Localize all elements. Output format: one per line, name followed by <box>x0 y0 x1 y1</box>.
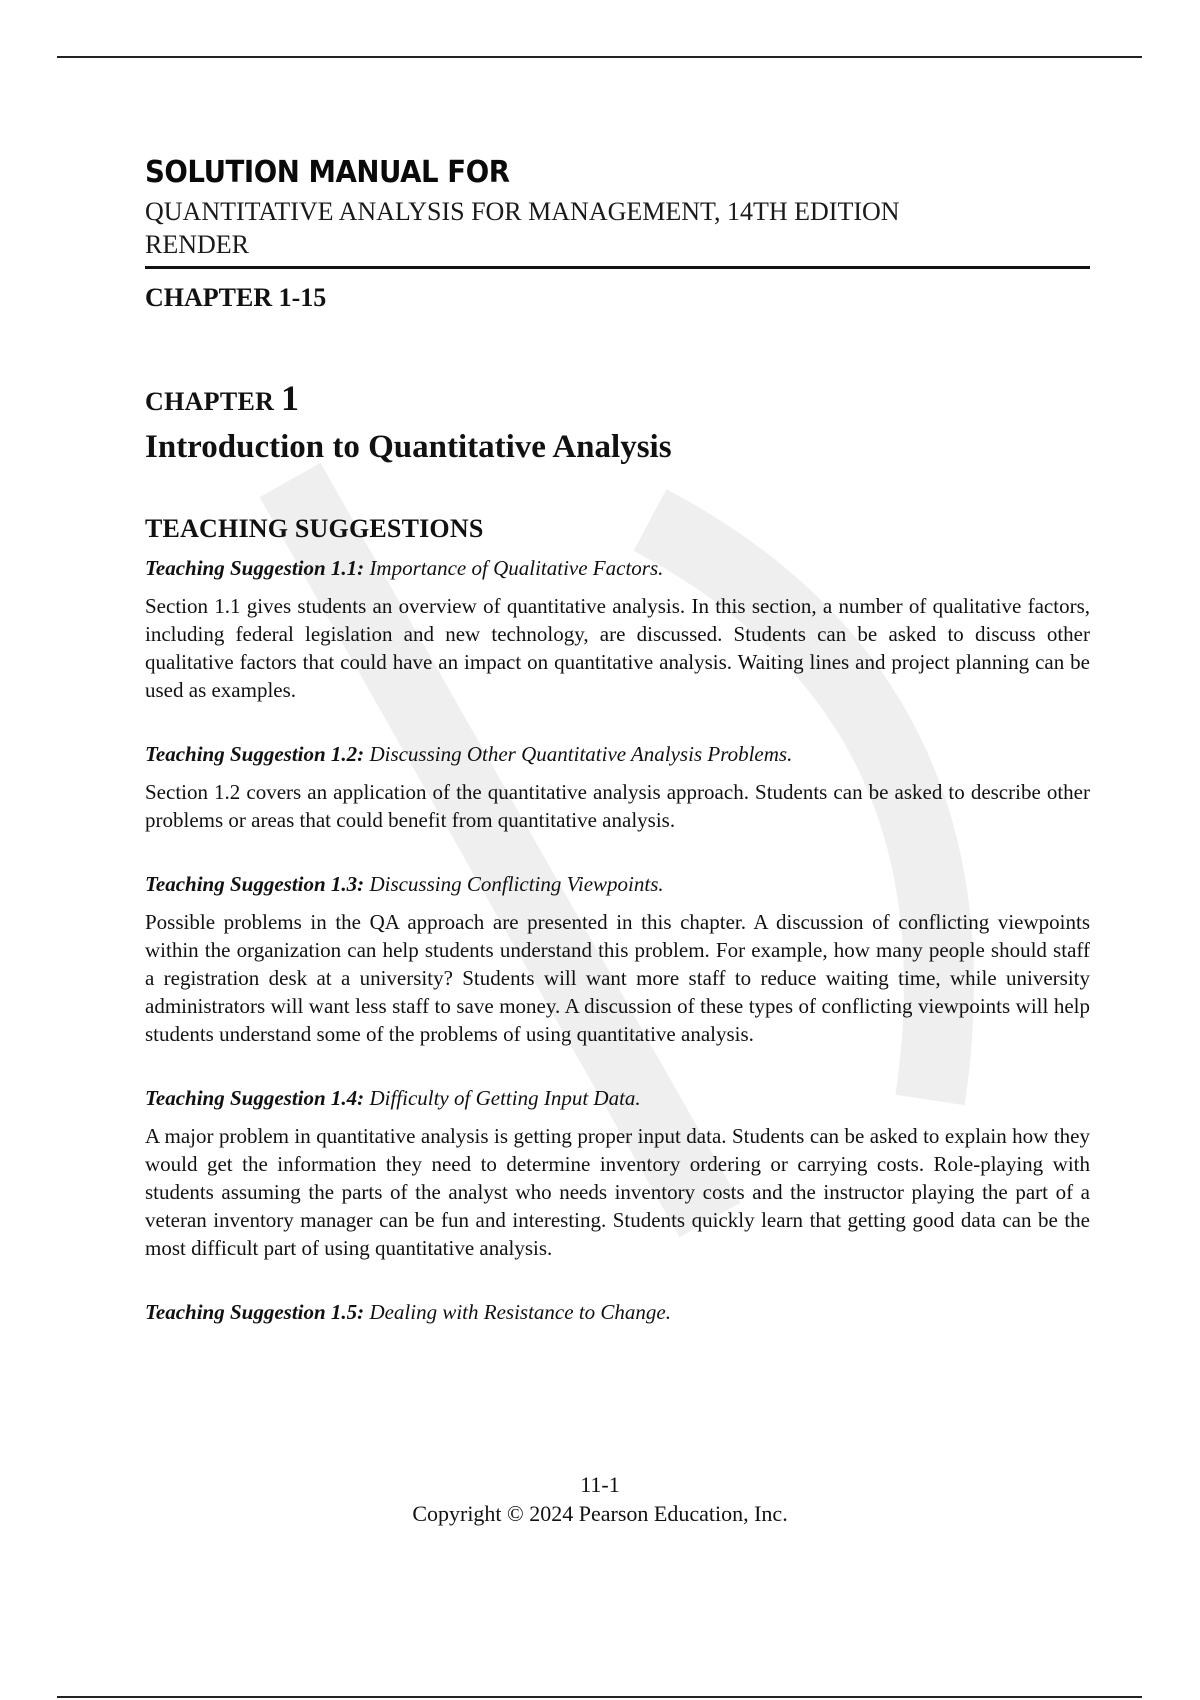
chapter-label <box>145 377 1090 419</box>
suggestion-heading <box>145 554 1090 582</box>
book-title: QUANTITATIVE ANALYSIS FOR MANAGEMENT, 14TH EDITION <box>145 197 900 226</box>
suggestion-heading <box>145 1298 1090 1326</box>
suggestion-heading <box>145 1084 1090 1112</box>
teaching-suggestion <box>145 740 1090 834</box>
copyright-notice: Copyright © 2024 Pearson Education, Inc. <box>412 1501 788 1526</box>
suggestion-title: Difficulty of Getting Input Data. <box>369 1086 641 1110</box>
teaching-suggestion <box>145 1084 1090 1262</box>
suggestion-body: A major problem in quantitative analysis is getting proper input data. Students can be asked to explain how they would get the information they need to determine inventory ordering or carrying costs. Role-playing with students assuming the parts of the analyst who needs inventory costs and the instructor playing the part of a veteran inventory manager can be fun and interesting. Students quickly learn that getting good data can be the most difficult part of using quantitative analysis. <box>145 1124 1090 1260</box>
suggestion-heading <box>145 870 1090 898</box>
suggestion-label: Teaching Suggestion 1.2: <box>145 742 365 766</box>
bottom-rule <box>57 1696 1142 1698</box>
teaching-suggestion <box>145 1298 1090 1326</box>
suggestion-body: Section 1.2 covers an application of the quantitative analysis approach. Students can be asked to describe other problems or areas that could benefit from quantitative analysis. <box>145 780 1090 832</box>
suggestion-body: Possible problems in the QA approach are presented in this chapter. A discussion of conflicting viewpoints within the organization can help students understand this problem. For example, how many people should staff a registration desk at a university? Students will want more staff to reduce waiting time, while university administrators will want less staff to save money. A discussion of these types of conflicting viewpoints will help students understand some of the problems of using quantitative analysis. <box>145 910 1090 1046</box>
suggestion-title: Discussing Other Quantitative Analysis Problems. <box>369 742 793 766</box>
top-rule <box>57 56 1142 58</box>
chapter-label-text: CHAPTER <box>145 387 275 416</box>
manual-title: SOLUTION MANUAL FOR <box>145 155 510 190</box>
teaching-suggestion <box>145 870 1090 1048</box>
suggestion-label: Teaching Suggestion 1.5: <box>145 1300 365 1324</box>
document-page <box>145 150 1090 1326</box>
suggestion-title: Dealing with Resistance to Change. <box>369 1300 671 1324</box>
chapter-number: 1 <box>281 378 300 418</box>
suggestion-title: Importance of Qualitative Factors. <box>369 556 664 580</box>
book-author: RENDER <box>145 230 249 259</box>
section-heading: TEACHING SUGGESTIONS <box>145 514 484 543</box>
suggestion-title: Discussing Conflicting Viewpoints. <box>369 872 664 896</box>
suggestion-label: Teaching Suggestion 1.1: <box>145 556 365 580</box>
suggestion-body: Section 1.1 gives students an overview of quantitative analysis. In this section, a number of qualitative factors, including federal legislation and new technology, are discussed. Students can be asked to discuss other qualitative factors that could have an impact on quantitative analysis. Waiting lines and project planning can be used as examples. <box>145 594 1090 702</box>
header-rule <box>145 266 1090 269</box>
chapters-range: CHAPTER 1-15 <box>145 283 327 312</box>
suggestion-label: Teaching Suggestion 1.3: <box>145 872 365 896</box>
page-number: 11-1 <box>580 1472 620 1497</box>
teaching-suggestion <box>145 554 1090 704</box>
chapter-title: Introduction to Quantitative Analysis <box>145 429 672 465</box>
page-footer <box>0 1470 1200 1528</box>
suggestion-heading <box>145 740 1090 768</box>
suggestion-label: Teaching Suggestion 1.4: <box>145 1086 365 1110</box>
